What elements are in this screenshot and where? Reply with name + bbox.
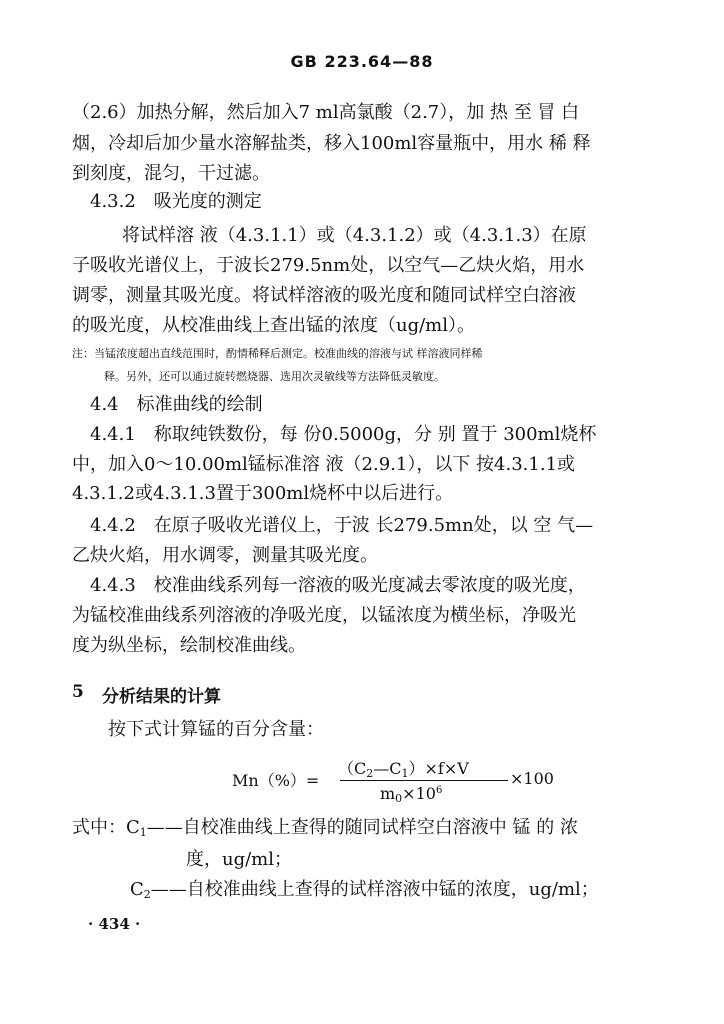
c1-symbol: C: [126, 817, 140, 838]
definition-prefix: 式中：: [72, 817, 126, 838]
standard-header: GB 223.64—88: [290, 52, 434, 71]
subsection-heading: 4.3.2 吸光度的测定: [90, 191, 262, 212]
formula-denominator: [380, 784, 442, 803]
text-line: 中，加入0～10.00ml锰标准溶 液（2.9.1），以下 按4.3.1.1或: [72, 454, 576, 475]
numerator-close: ）×f×V: [408, 759, 469, 778]
text-line: 的吸光度，从校准曲线上查出锰的浓度（ug/ml）。: [72, 315, 476, 336]
formula-intro: 按下式计算锰的百分含量：: [108, 719, 324, 740]
text-line: 4.4.1 称取纯铁数份，每 份0.5000g，分 别 置于 300ml烧杯: [90, 424, 597, 445]
definition-c1-cont: 度，ug/ml；: [186, 849, 293, 870]
definition-c1: [72, 818, 578, 840]
text-line: 烟，冷却后加少量水溶解盐类，移入100ml容量瓶中，用水 稀 释: [72, 133, 591, 154]
c1-description: ——自校准曲线上查得的随同试样空白溶液中 锰 的 浓: [146, 817, 578, 838]
fraction-bar: [340, 780, 508, 781]
subsection-heading: 4.4 标准曲线的绘制: [90, 394, 263, 415]
note-line: 释。另外，还可以通过旋转燃烧器、选用次灵敏线等方法降低灵敏度。: [104, 370, 445, 383]
formula-lhs: Mn（%）=: [232, 771, 320, 790]
text-line: 度为纵坐标，绘制校准曲线。: [72, 635, 306, 656]
c1-subscript: 1: [139, 826, 147, 839]
denominator-sub0: 0: [395, 792, 403, 805]
text-line: 4.3.1.2或4.3.1.3置于300ml烧杯中以后进行。: [72, 483, 454, 504]
numerator-sub1: 1: [401, 767, 409, 780]
section-number: 5: [72, 682, 84, 702]
text-line: 为锰校准曲线系列溶液的净吸光度，以锰浓度为横坐标，净吸光: [72, 605, 576, 626]
c2-subscript: 2: [143, 888, 151, 901]
denominator-times: ×10: [402, 784, 436, 803]
numerator-mid: —C: [373, 759, 402, 778]
formula-numerator: [338, 756, 469, 779]
c2-symbol: C: [130, 879, 144, 900]
text-line: 子吸收光谱仪上，于波长279.5nm处，以空气—乙炔火焰，用水: [72, 255, 585, 276]
section-title: 分析结果的计算: [102, 687, 221, 707]
text-line: 到刻度，混匀，干过滤。: [72, 163, 270, 184]
page-number: · 434 ·: [88, 915, 141, 933]
text-line: 4.4.3 校准曲线系列每一溶液的吸光度减去零浓度的吸光度，: [90, 575, 586, 596]
definition-c2: [130, 880, 599, 902]
text-line: 乙炔火焰，用水调零，测量其吸光度。: [72, 545, 378, 566]
text-line: （2.6）加热分解，然后加入7 ml高氯酸（2.7），加 热 至 冒 白: [72, 102, 580, 123]
note-line: 注：当锰浓度超出直线范围时，酌情稀释后测定。校准曲线的溶液与试 样溶液同样稀: [72, 347, 483, 360]
text-line: 4.4.2 在原子吸收光谱仪上，于波 长279.5mn处，以 空 气—: [90, 515, 594, 536]
denominator-m: m: [380, 784, 396, 803]
text-line: 将试样溶 液（4.3.1.1）或（4.3.1.2）或（4.3.1.3）在原: [122, 225, 587, 246]
numerator-open: （C: [338, 759, 367, 778]
text-line: 调零，测量其吸光度。将试样溶液的吸光度和随同试样空白溶液: [72, 285, 576, 306]
formula-times100: ×100: [510, 769, 554, 788]
numerator-sub2: 2: [366, 767, 374, 780]
c2-description: ——自校准曲线上查得的试样溶液中锰的浓度，ug/ml；: [150, 879, 599, 900]
denominator-sup: 6: [435, 785, 443, 796]
